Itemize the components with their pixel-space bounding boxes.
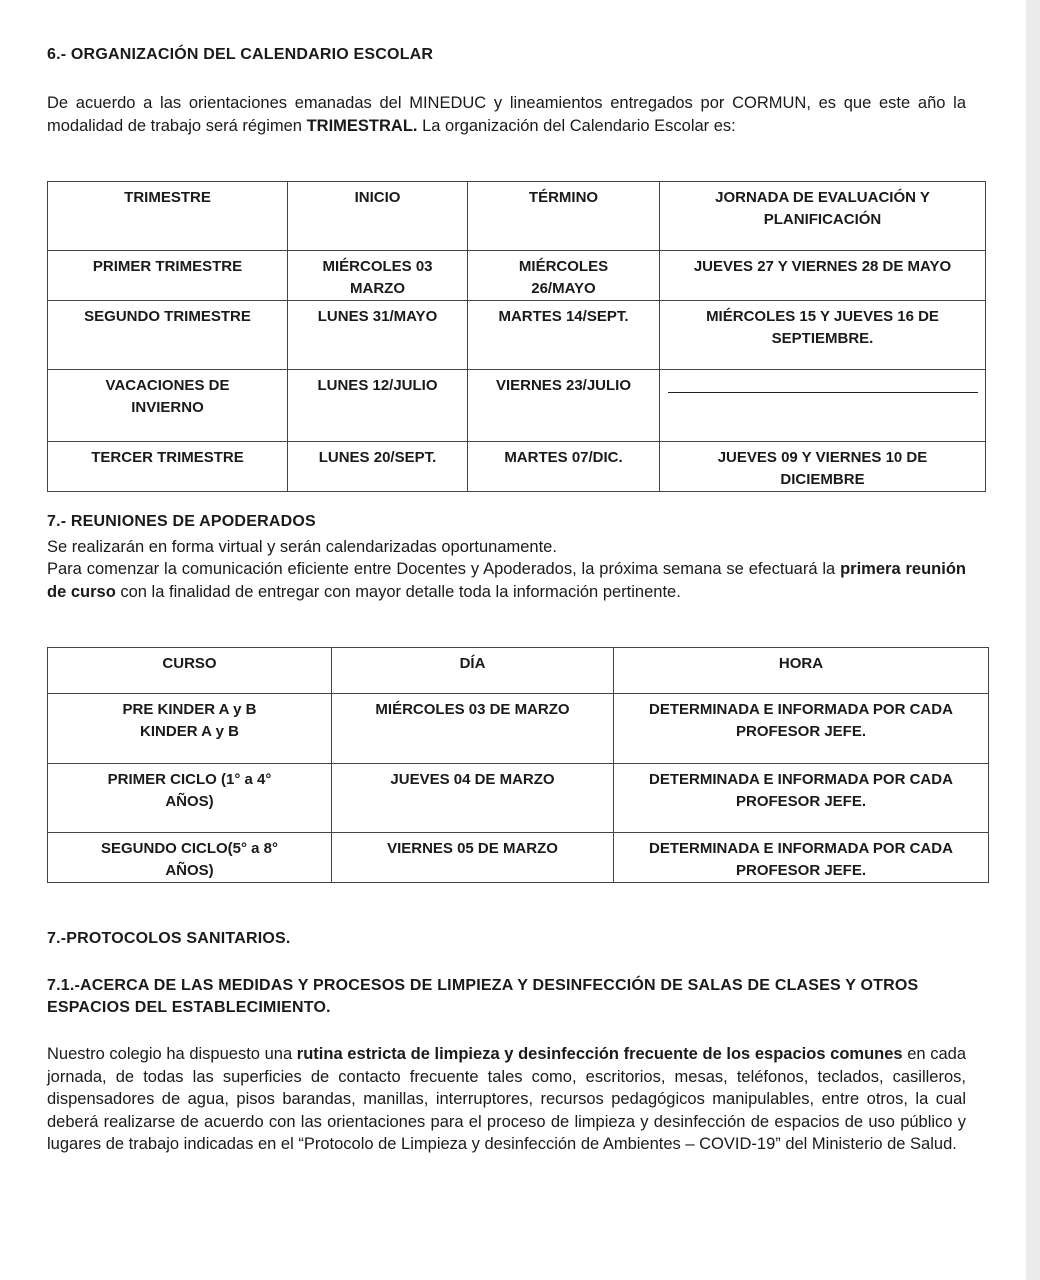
table-cell: DETERMINADA E INFORMADA POR CADA PROFESOR JEFE. <box>614 764 989 833</box>
table-cell: JUEVES 09 Y VIERNES 10 DE DICIEMBRE <box>660 442 986 492</box>
calendar-header-cell: TÉRMINO <box>468 182 660 251</box>
table-cell: MIÉRCOLES 03 MARZO <box>288 251 468 301</box>
section-7-line: Se realizarán en forma virtual y serán calendarizadas oportunamente. <box>47 538 557 556</box>
table-cell: MIÉRCOLES 03 DE MARZO <box>332 694 614 764</box>
table-cell: JUEVES 27 Y VIERNES 28 DE MAYO <box>660 251 986 301</box>
calendar-header-cell: INICIO <box>288 182 468 251</box>
table-cell: LUNES 31/MAYO <box>288 301 468 370</box>
protocols-paragraph <box>47 1043 966 1156</box>
paragraph-text-1: Nuestro colegio ha dispuesto una <box>47 1045 297 1063</box>
meetings-table <box>47 647 989 883</box>
table-row <box>48 370 986 442</box>
table-cell: SEGUNDO CICLO(5° a 8° AÑOS) <box>48 833 332 883</box>
meetings-header-cell: CURSO <box>48 648 332 694</box>
paragraph-bold: rutina estricta de limpieza y desinfección frecuente de los espacios comunes <box>296 1045 903 1063</box>
table-cell: MIÉRCOLES 15 Y JUEVES 16 DE SEPTIEMBRE. <box>660 301 986 370</box>
table-cell: SEGUNDO TRIMESTRE <box>48 301 288 370</box>
intro-bold: TRIMESTRAL. <box>306 116 418 135</box>
paragraph-text-1: Para comenzar la comunicación eficiente entre Docentes y Apoderados, la próxima semana se efectuará la <box>47 560 841 578</box>
table-cell: VIERNES 05 DE MARZO <box>332 833 614 883</box>
paragraph-text-2: en cada jornada, de todas las superficies de contacto frecuente tales como, escritorios, mesas, teléfonos, teclados, casilleros, dispensadores de agua, pisos barandas, manillas, interruptores, recursos pedagógicos manipulables, entre otros, la cual deberá realizarse de acuerdo con las orientaciones para el proceso de limpieza y desinfección de espacios de uso público y lugares de trabajo indicadas en el “Protocolo de Limpieza y desinfección de Ambientes – COVID-19” del Ministerio de Salud. <box>47 1045 966 1153</box>
page-edge <box>1026 0 1040 1280</box>
table-cell: PRE KINDER A y B KINDER A y B <box>48 694 332 764</box>
table-row <box>48 694 989 764</box>
table-cell: MARTES 14/SEPT. <box>468 301 660 370</box>
table-row <box>48 301 986 370</box>
table-row <box>48 442 986 492</box>
table-cell <box>660 370 986 442</box>
meetings-header-cell: DÍA <box>332 648 614 694</box>
table-cell: PRIMER TRIMESTRE <box>48 251 288 301</box>
paragraph-text-2: con la finalidad de entregar con mayor detalle toda la información pertinente. <box>115 582 681 601</box>
calendar-header-cell: JORNADA DE EVALUACIÓN Y PLANIFICACIÓN <box>660 182 986 251</box>
protocols-title: 7.-PROTOCOLOS SANITARIOS. <box>47 930 291 947</box>
table-cell: LUNES 20/SEPT. <box>288 442 468 492</box>
table-cell: TERCER TRIMESTRE <box>48 442 288 492</box>
table-cell: PRIMER CICLO (1° a 4° AÑOS) <box>48 764 332 833</box>
calendar-table <box>47 181 986 492</box>
meetings-header-row <box>48 648 989 694</box>
section-6-intro <box>47 92 966 137</box>
calendar-header-cell: TRIMESTRE <box>48 182 288 251</box>
blank-line <box>668 392 978 393</box>
table-cell: MARTES 07/DIC. <box>468 442 660 492</box>
section-7-paragraph <box>47 558 966 603</box>
table-cell: VIERNES 23/JULIO <box>468 370 660 442</box>
intro-text-2: La organización del Calendario Escolar es: <box>417 116 736 135</box>
meetings-header-cell: HORA <box>614 648 989 694</box>
table-cell: JUEVES 04 DE MARZO <box>332 764 614 833</box>
table-cell: DETERMINADA E INFORMADA POR CADA PROFESOR JEFE. <box>614 694 989 764</box>
paragraph-bold: primera reunión de curso <box>47 560 966 601</box>
table-row <box>48 251 986 301</box>
intro-text-1: De acuerdo a las orientaciones emanadas del MINEDUC y lineamientos entregados por CORMUN, es que este año la modalidad de trabajo será régimen <box>47 94 966 135</box>
calendar-header-row <box>48 182 986 251</box>
section-6-title: 6.- ORGANIZACIÓN DEL CALENDARIO ESCOLAR <box>47 46 434 63</box>
table-cell: MIÉRCOLES 26/MAYO <box>468 251 660 301</box>
table-row <box>48 833 989 883</box>
table-cell: DETERMINADA E INFORMADA POR CADA PROFESOR JEFE. <box>614 833 989 883</box>
table-cell: VACACIONES DE INVIERNO <box>48 370 288 442</box>
table-cell: LUNES 12/JULIO <box>288 370 468 442</box>
table-row <box>48 764 989 833</box>
section-7-title: 7.- REUNIONES DE APODERADOS <box>47 513 316 530</box>
protocols-subtitle: 7.1.-ACERCA DE LAS MEDIDAS Y PROCESOS DE LIMPIEZA Y DESINFECCIÓN DE SALAS DE CLASES Y OTROS ESPACIOS DEL ESTABLECIMIENTO. <box>47 977 919 1016</box>
